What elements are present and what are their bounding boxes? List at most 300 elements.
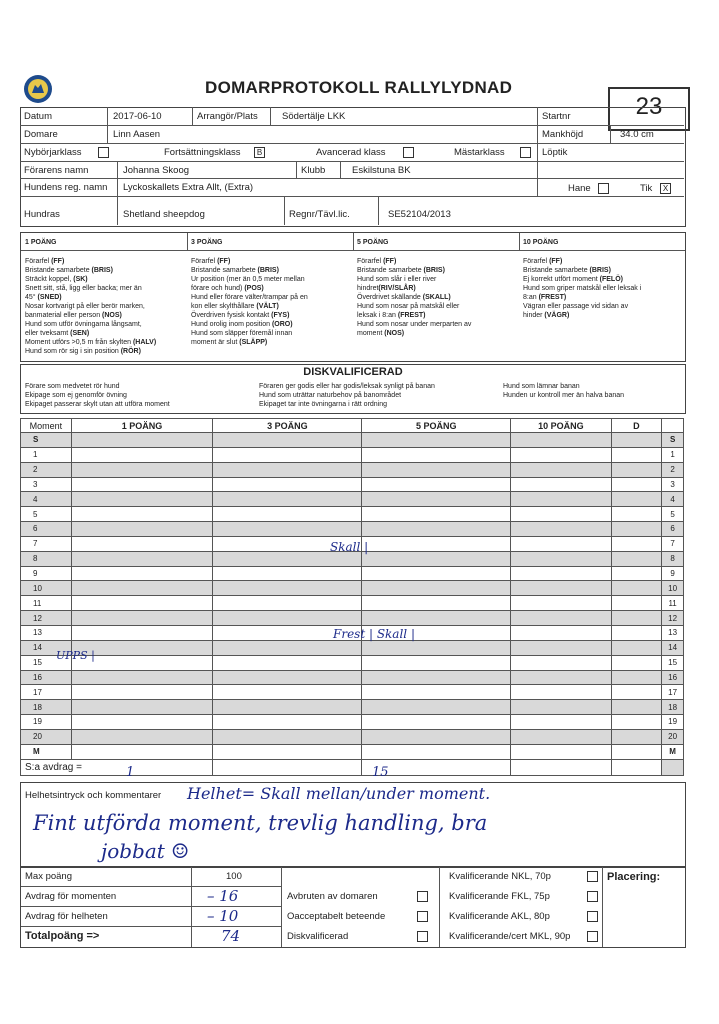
score-cell[interactable] [71, 625, 213, 640]
p1_lines-item: eller tveksamt (SEN) [25, 330, 90, 337]
kval-akl-label: Kvalificerande AKL, 80p [449, 911, 550, 922]
row-label-right: 15 [662, 655, 684, 670]
score-cell[interactable] [213, 477, 362, 492]
col2-item: Hund som uträttar naturbehov på banområdet [259, 392, 402, 399]
score-cell[interactable] [611, 670, 662, 685]
score-cell[interactable] [71, 462, 213, 477]
col-header-1p: 1 POÄNG [71, 419, 213, 433]
score-cell[interactable] [511, 685, 611, 700]
score-cell[interactable] [611, 611, 662, 626]
score-cell[interactable] [71, 507, 213, 522]
p10_lines-item: Bristande samarbete (BRIS) [523, 267, 611, 274]
col1-item: Förare som medvetet rör hund [25, 383, 120, 390]
sum-cell[interactable] [511, 759, 611, 775]
score-cell[interactable] [213, 566, 362, 581]
table-row [21, 744, 684, 759]
score-cell[interactable] [71, 744, 213, 759]
table-row [21, 566, 684, 581]
row-label-right: 16 [662, 670, 684, 685]
p5_lines-item: Hund som nosar på matskål eller [357, 303, 460, 310]
comments-line3: jobbat ☺ [101, 839, 190, 863]
p10_lines-item: 8:an (FREST) [523, 294, 567, 301]
p5_lines-item: Förarfel (FF) [357, 258, 397, 265]
klubb-value: Eskilstuna BK [352, 165, 411, 176]
score-cell[interactable] [71, 551, 213, 566]
score-cell[interactable] [611, 477, 662, 492]
diskvalificerad-label: Diskvalificerad [287, 931, 349, 942]
row-label: 12 [21, 611, 72, 626]
score-cell[interactable] [611, 433, 662, 448]
row-label-right: 11 [662, 596, 684, 611]
score-cell[interactable] [511, 447, 611, 462]
score-cell[interactable] [71, 700, 213, 715]
p3-list [191, 257, 351, 347]
p10_lines-item: Förarfel (FF) [523, 258, 563, 265]
row-label-right: 7 [662, 536, 684, 551]
score-cell[interactable] [511, 744, 611, 759]
p10-title: 10 POÄNG [523, 239, 559, 246]
placering-label: Placering: [607, 871, 661, 883]
kval-mkl-label: Kvalificerande/cert MKL, 90p [449, 931, 571, 942]
score-cell[interactable] [362, 685, 511, 700]
kval-mkl-checkbox[interactable] [587, 931, 598, 942]
tik-checkbox[interactable]: X [660, 183, 671, 194]
row-label: 17 [21, 685, 72, 700]
score-cell[interactable] [511, 551, 611, 566]
row-label-right: 14 [662, 640, 684, 655]
class-fortsattning-label: Fortsättningsklass [164, 147, 241, 158]
sum-cell[interactable] [213, 759, 362, 775]
p3_lines-item: förare och hund) (POS) [191, 285, 264, 292]
hundras-value: Shetland sheepdog [123, 209, 205, 220]
p3_lines-item: moment är slut (SLÄPP) [191, 339, 268, 346]
table-row [21, 655, 684, 670]
table-row [21, 507, 684, 522]
score-cell[interactable] [611, 462, 662, 477]
avbruten-checkbox[interactable] [417, 891, 428, 902]
table-row [21, 581, 684, 596]
row-label: 15 [21, 655, 72, 670]
score-cell[interactable] [362, 700, 511, 715]
hundras-label: Hundras [24, 209, 60, 220]
diskvalificerad-checkbox[interactable] [417, 931, 428, 942]
score-cell[interactable] [611, 744, 662, 759]
p10_lines-item: Vägran eller passage vid sidan av [523, 303, 629, 310]
class-fortsattning-checkbox[interactable]: B [254, 147, 265, 158]
score-cell[interactable] [71, 611, 213, 626]
comments-line2: Fint utförda moment, trevlig handling, bra [33, 811, 488, 835]
row-label-right: 19 [662, 715, 684, 730]
row-label: 1 [21, 447, 72, 462]
score-cell[interactable] [71, 581, 213, 596]
avdrag-moment-value: – 16 [207, 887, 239, 905]
score-cell[interactable] [362, 566, 511, 581]
annotation-row13-5p: Frest | Skall | [333, 627, 415, 641]
avbruten-label: Avbruten av domaren [287, 891, 378, 902]
row-label: 7 [21, 536, 72, 551]
row-label-right: 4 [662, 492, 684, 507]
total-value: 74 [221, 927, 241, 945]
score-cell[interactable] [362, 581, 511, 596]
col-header-10p: 10 POÄNG [511, 419, 611, 433]
avdrag-helhet-value: – 10 [207, 907, 239, 925]
sum-1p-value: 1 [126, 765, 135, 780]
domare-label: Domare [24, 129, 58, 140]
col2-item: Ekipaget tar inte övningarna i rätt ordning [259, 401, 388, 408]
score-cell[interactable] [511, 640, 611, 655]
score-cell[interactable] [362, 640, 511, 655]
row-label-right: 1 [662, 447, 684, 462]
p5-title: 5 POÄNG [357, 239, 389, 246]
diskvalificerad-box [20, 364, 686, 414]
forare-label: Förarens namn [24, 165, 89, 176]
sum-cell[interactable] [611, 759, 662, 775]
score-cell[interactable] [71, 596, 213, 611]
kval-fkl-checkbox[interactable] [587, 891, 598, 902]
score-cell[interactable] [611, 522, 662, 537]
p1_lines-item: Hund som utför övningarna långsamt, [25, 321, 142, 328]
score-cell[interactable] [511, 522, 611, 537]
row-label: 5 [21, 507, 72, 522]
score-cell[interactable] [362, 462, 511, 477]
points-box [20, 232, 686, 362]
row-label: 6 [21, 522, 72, 537]
score-cell[interactable] [71, 433, 213, 448]
score-cell[interactable] [213, 670, 362, 685]
oacceptabelt-checkbox[interactable] [417, 911, 428, 922]
p10-list [523, 257, 683, 320]
score-cell[interactable] [213, 685, 362, 700]
score-cell[interactable] [362, 447, 511, 462]
col-header-right [662, 419, 684, 433]
score-cell[interactable] [71, 447, 213, 462]
score-cell[interactable] [362, 655, 511, 670]
class-nyborjar-checkbox[interactable] [98, 147, 109, 158]
col3-item: Hunden ur kontroll mer än halva banan [503, 392, 625, 399]
score-cell[interactable] [71, 477, 213, 492]
score-cell[interactable] [611, 640, 662, 655]
class-mastar-label: Mästarklass [454, 147, 505, 158]
annotation-row14-1p: UPPS | [56, 649, 95, 662]
sum-label: S:a avdrag = [21, 759, 213, 775]
score-cell[interactable] [71, 670, 213, 685]
score-cell[interactable] [213, 433, 362, 448]
score-cell[interactable] [362, 729, 511, 744]
score-cell[interactable] [213, 700, 362, 715]
row-label-right: 17 [662, 685, 684, 700]
p5_lines-item: Överdrivet skällande (SKALL) [357, 294, 451, 301]
col1-item: Ekipaget passerar skylt utan att utföra moment [25, 401, 170, 408]
row-label: 18 [21, 700, 72, 715]
kval-nkl-checkbox[interactable] [587, 871, 598, 882]
score-cell[interactable] [611, 655, 662, 670]
p5_lines-item: moment (NOS) [357, 330, 405, 337]
max-value: 100 [226, 871, 242, 882]
regnamn-label: Hundens reg. namn [24, 182, 108, 193]
score-cell[interactable] [362, 596, 511, 611]
score-cell[interactable] [611, 536, 662, 551]
row-label-right: 3 [662, 477, 684, 492]
table-row [21, 596, 684, 611]
comments-box [20, 782, 686, 868]
row-label: 11 [21, 596, 72, 611]
p10_lines-item: hinder (VÄGR) [523, 312, 570, 319]
score-cell[interactable] [511, 655, 611, 670]
score-cell[interactable] [362, 492, 511, 507]
score-cell[interactable] [611, 551, 662, 566]
p3-title: 3 POÄNG [191, 239, 223, 246]
p1-list [25, 257, 185, 356]
domare-value: Linn Aasen [113, 129, 161, 140]
score-cell[interactable] [362, 522, 511, 537]
p3_lines-item: Bristande samarbete (BRIS) [191, 267, 279, 274]
row-label-right: 18 [662, 700, 684, 715]
row-label: 16 [21, 670, 72, 685]
score-cell[interactable] [611, 447, 662, 462]
class-mastar-checkbox[interactable] [520, 147, 531, 158]
startnr-value: 23 [635, 93, 663, 120]
class-avancerad-checkbox[interactable] [403, 147, 414, 158]
tik-label: Tik [640, 183, 653, 194]
score-cell[interactable] [511, 507, 611, 522]
score-cell[interactable] [71, 492, 213, 507]
p3_lines-item: Förarfel (FF) [191, 258, 231, 265]
p5_lines-item: hindret(RIV/SLÅR) [357, 285, 416, 292]
score-cell[interactable] [511, 566, 611, 581]
annotation-row7-5p: Skall | [330, 540, 369, 554]
score-cell[interactable] [71, 522, 213, 537]
score-cell[interactable] [362, 611, 511, 626]
score-cell[interactable] [511, 715, 611, 730]
page-title: DOMARPROTOKOLL RALLYLYDNAD [205, 78, 513, 97]
row-label: 19 [21, 715, 72, 730]
row-label-right: 13 [662, 625, 684, 640]
p1_lines-item: Bristande samarbete (BRIS) [25, 267, 113, 274]
row-label: 3 [21, 477, 72, 492]
table-row [21, 477, 684, 492]
p3_lines-item: Ur position (mer än 0,5 meter mellan [191, 276, 305, 283]
p1_lines-item: Nosar kortvarigt på eller berör marken, [25, 303, 145, 310]
table-row [21, 522, 684, 537]
kval-nkl-label: Kvalificerande NKL, 70p [449, 871, 551, 882]
avdrag-moment-label: Avdrag för momenten [25, 891, 117, 902]
class-avancerad-label: Avancerad klass [316, 147, 386, 158]
p10_lines-item: Hund som griper matskål eller leksak i [523, 285, 642, 292]
p3_lines-item: kon eller skylthållare (VÄLT) [191, 303, 279, 310]
table-row [21, 640, 684, 655]
p3_lines-item: Hund orolig inom position (ORO) [191, 321, 293, 328]
sum-row [21, 759, 684, 775]
table-row [21, 433, 684, 448]
table-row [21, 715, 684, 730]
total-label: Totalpoäng => [25, 930, 100, 942]
table-row [21, 611, 684, 626]
score-cell[interactable] [213, 492, 362, 507]
col1-item: Ekipage som ej genomför övning [25, 392, 127, 399]
row-label-right: 6 [662, 522, 684, 537]
totals-box [20, 866, 686, 948]
row-label: 10 [21, 581, 72, 596]
avdrag-helhet-label: Avdrag för helheten [25, 911, 108, 922]
col2-item: Föraren ger godis eller har godis/leksak synligt på banan [259, 383, 435, 390]
p1-title: 1 POÄNG [25, 239, 57, 246]
hane-checkbox[interactable] [598, 183, 609, 194]
score-cell[interactable] [511, 581, 611, 596]
score-cell[interactable] [511, 536, 611, 551]
score-cell[interactable] [213, 655, 362, 670]
score-cell[interactable] [511, 611, 611, 626]
p1_lines-item: Moment utförs >0,5 m från skylten (HALV) [25, 339, 157, 346]
score-cell[interactable] [213, 447, 362, 462]
row-label-right: 20 [662, 729, 684, 744]
score-cell[interactable] [611, 581, 662, 596]
col-header-3p: 3 POÄNG [213, 419, 362, 433]
disk-col2 [259, 382, 519, 409]
class-nyborjar-label: Nybörjarklass [24, 147, 82, 158]
forare-value: Johanna Skoog [123, 165, 190, 176]
score-cell[interactable] [611, 625, 662, 640]
table-row [21, 685, 684, 700]
score-cell[interactable] [71, 729, 213, 744]
disk-col3 [503, 382, 683, 400]
info-table [20, 107, 684, 225]
score-cell[interactable] [611, 596, 662, 611]
score-cell[interactable] [511, 700, 611, 715]
score-cell[interactable] [611, 492, 662, 507]
oacceptabelt-label: Oacceptabelt beteende [287, 911, 386, 922]
p5_lines-item: Hund som nosar under merparten av [357, 321, 472, 328]
row-label: 9 [21, 566, 72, 581]
score-cell[interactable] [362, 507, 511, 522]
score-cell[interactable] [611, 715, 662, 730]
regnamn-value: Lyckoskallets Extra Allt, (Extra) [123, 182, 254, 193]
mankhojd-value: 34.0 cm [620, 129, 654, 140]
p10_lines-item: Ej korrekt utfört moment (FELÖ) [523, 276, 623, 283]
score-cell[interactable] [362, 536, 511, 551]
row-label: 13 [21, 625, 72, 640]
table-row [21, 447, 684, 462]
row-label: 20 [21, 729, 72, 744]
col3-item: Hund som lämnar banan [503, 383, 580, 390]
row-label: 8 [21, 551, 72, 566]
row-label: S [21, 433, 72, 448]
max-label: Max poäng [25, 871, 73, 882]
arrangor-label: Arrangör/Plats [197, 111, 258, 122]
score-cell[interactable] [213, 640, 362, 655]
row-label: 2 [21, 462, 72, 477]
row-label-right: 9 [662, 566, 684, 581]
score-cell[interactable] [611, 566, 662, 581]
p3_lines-item: Överdriven fysisk kontakt (FYS) [191, 312, 290, 319]
score-cell[interactable] [213, 611, 362, 626]
row-label: 4 [21, 492, 72, 507]
score-cell[interactable] [71, 685, 213, 700]
table-row [21, 492, 684, 507]
loptik-label: Löptik [542, 147, 568, 158]
score-cell[interactable] [213, 729, 362, 744]
score-cell[interactable] [362, 744, 511, 759]
comments-line1: Helhet= Skall mellan/under moment. [187, 784, 491, 803]
score-cell[interactable] [511, 477, 611, 492]
startnr-label: Startnr [542, 111, 571, 122]
score-cell[interactable] [213, 596, 362, 611]
row-label-right: 12 [662, 611, 684, 626]
score-cell[interactable] [611, 729, 662, 744]
sum-cell-right [662, 759, 684, 775]
col-header-5p: 5 POÄNG [362, 419, 511, 433]
hane-label: Hane [568, 183, 591, 194]
score-cell[interactable] [611, 700, 662, 715]
score-cell[interactable] [71, 566, 213, 581]
regnr-label: Regnr/Tävl.lic. [289, 209, 350, 220]
score-cell[interactable] [213, 462, 362, 477]
p1_lines-item: Snett sitt, stå, ligg eller backa; mer än [25, 285, 142, 292]
score-cell[interactable] [362, 433, 511, 448]
score-cell[interactable] [213, 744, 362, 759]
score-cell[interactable] [71, 715, 213, 730]
col-header-d: D [611, 419, 662, 433]
table-row [21, 729, 684, 744]
score-cell[interactable] [213, 715, 362, 730]
arrangor-value: Södertälje LKK [282, 111, 346, 122]
score-cell[interactable] [71, 536, 213, 551]
p3_lines-item: Hund som släpper föremål innan [191, 330, 293, 337]
score-cell[interactable] [362, 477, 511, 492]
table-row [21, 700, 684, 715]
row-label: 14 [21, 640, 72, 655]
comments-label: Helhetsintryck och kommentarer [25, 790, 162, 801]
score-cell[interactable] [511, 729, 611, 744]
p3_lines-item: Hund eller förare välter/trampar på en [191, 294, 308, 301]
p5-list [357, 257, 517, 338]
score-cell[interactable] [511, 670, 611, 685]
score-cell[interactable] [362, 715, 511, 730]
kval-fkl-label: Kvalificerande FKL, 75p [449, 891, 550, 902]
disk-col1 [25, 382, 245, 409]
sum-5p-value: 15 [372, 765, 389, 780]
score-cell[interactable] [213, 507, 362, 522]
row-label-right: 8 [662, 551, 684, 566]
kval-akl-checkbox[interactable] [587, 911, 598, 922]
p5_lines-item: Bristande samarbete (BRIS) [357, 267, 445, 274]
score-cell[interactable] [511, 596, 611, 611]
mankhojd-label: Mankhöjd [542, 129, 584, 140]
score-cell[interactable] [362, 670, 511, 685]
score-cell[interactable] [611, 507, 662, 522]
score-cell[interactable] [213, 581, 362, 596]
datum-label: Datum [24, 111, 52, 122]
score-cell[interactable] [511, 492, 611, 507]
score-cell[interactable] [362, 551, 511, 566]
score-cell[interactable] [611, 685, 662, 700]
score-cell[interactable] [511, 462, 611, 477]
p5_lines-item: Hund som slår i eller river [357, 276, 437, 283]
club-logo [23, 74, 53, 104]
row-label: M [21, 744, 72, 759]
table-row [21, 462, 684, 477]
score-cell[interactable] [213, 522, 362, 537]
diskvalificerad-title: DISKVALIFICERAD [303, 366, 403, 378]
score-cell[interactable] [511, 625, 611, 640]
row-label-right: 2 [662, 462, 684, 477]
p1_lines-item: Förarfel (FF) [25, 258, 65, 265]
table-row [21, 670, 684, 685]
p1_lines-item: 45° (SNED) [25, 294, 62, 301]
score-cell[interactable] [511, 433, 611, 448]
row-label-right: M [662, 744, 684, 759]
datum-value: 2017-06-10 [113, 111, 162, 122]
row-label-right: S [662, 433, 684, 448]
